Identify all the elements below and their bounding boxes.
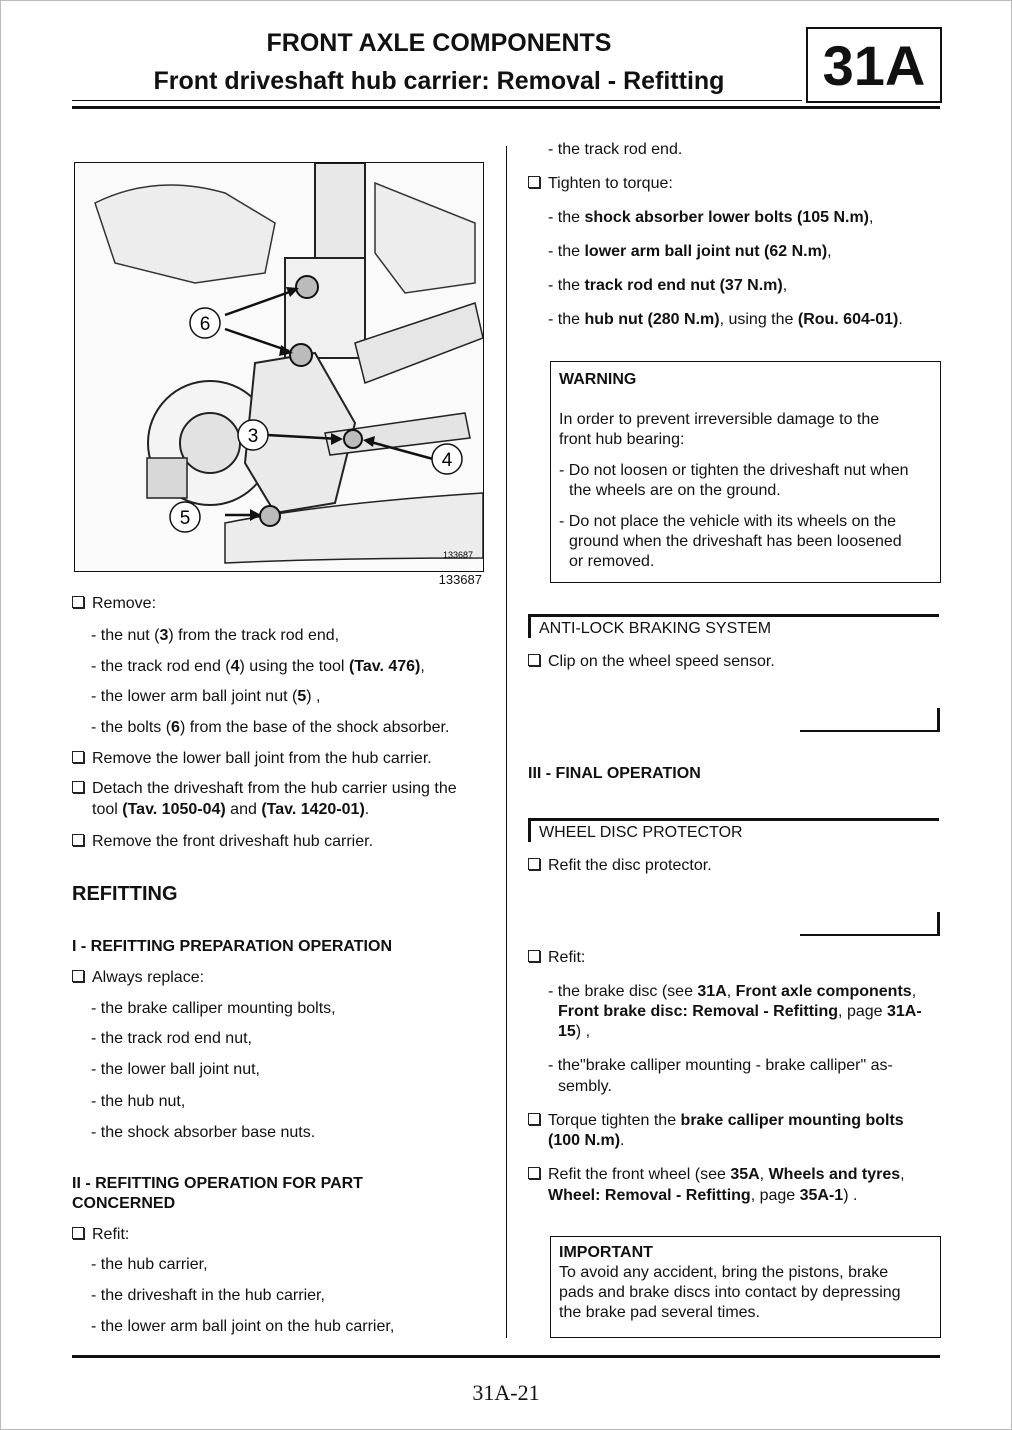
- remove-lower-ball-joint-step: Remove the lower ball joint from the hub carrier.: [72, 749, 432, 769]
- refit-step-right: Refit:: [528, 948, 585, 968]
- callout-3: [238, 420, 268, 450]
- checkbox-icon: [72, 781, 84, 793]
- checkbox-icon: [528, 1113, 540, 1125]
- torque-calliper-line2: (100 N.m).: [548, 1132, 625, 1149]
- torque-item-4: - the hub nut (280 N.m), using the (Rou. 604-01).: [548, 311, 903, 328]
- warning-item1-line2: the wheels are on the ground.: [569, 482, 781, 499]
- final-op-heading: III - FINAL OPERATION: [528, 765, 701, 782]
- remove-step: Remove:: [72, 594, 156, 614]
- wdp-section-end: [800, 912, 940, 936]
- always-replace-step: Always replace:: [72, 968, 204, 988]
- important-box: [550, 1236, 941, 1338]
- remove-item-3: - the lower arm ball joint nut (5) ,: [91, 688, 321, 705]
- checkbox-icon: [528, 950, 540, 962]
- checkbox-icon: [528, 654, 540, 666]
- calliper-assembly-line1: - the"brake calliper mounting - brake calliper" as-: [548, 1057, 893, 1074]
- abs-section-heading: ANTI-LOCK BRAKING SYSTEM: [528, 614, 939, 638]
- chapter-title: FRONT AXLE COMPONENTS: [266, 29, 612, 57]
- remove-item-1: - the nut (3) from the track rod end,: [91, 627, 340, 644]
- brake-disc-item-line2: Front brake disc: Removal - Refitting, page 31A-: [558, 1003, 922, 1020]
- refit-track-rod-end: - the track rod end.: [548, 141, 683, 158]
- refit-item-3: - the lower arm ball joint on the hub carrier,: [91, 1318, 395, 1335]
- refit-step: Refit:: [72, 1225, 129, 1245]
- warning-box: [550, 361, 941, 583]
- svg-text:4: 4: [441, 450, 453, 471]
- figure-inner-code: 133687: [442, 550, 473, 560]
- column-divider: [506, 146, 507, 1338]
- figure-caption: 133687: [438, 572, 482, 587]
- section-badge: 31A: [806, 27, 942, 103]
- warning-intro-line1: In order to prevent irreversible damage to the: [559, 411, 880, 428]
- page-number: 31A-21: [472, 1380, 540, 1405]
- replace-item-2: - the track rod end nut,: [91, 1030, 252, 1047]
- abs-step: Clip on the wheel speed sensor.: [528, 652, 775, 672]
- remove-hub-carrier-step: Remove the front driveshaft hub carrier.: [72, 832, 373, 852]
- torque-item-3: - the track rod end nut (37 N.m),: [548, 277, 788, 294]
- procedure-title: Front driveshaft hub carrier: Removal - Refitting: [153, 67, 725, 95]
- warning-item2-line2: ground when the driveshaft has been loosened: [569, 533, 902, 550]
- checkbox-icon: [72, 834, 84, 846]
- torque-item-1: - the shock absorber lower bolts (105 N.m),: [548, 209, 874, 226]
- important-line2: pads and brake discs into contact by depressing: [559, 1284, 901, 1301]
- checkbox-icon: [72, 596, 84, 608]
- refit-wheel-line2: Wheel: Removal - Refitting, page 35A-1) .: [548, 1187, 858, 1204]
- hub-carrier-drawing: [75, 163, 483, 571]
- callout-4: [432, 444, 462, 474]
- footer-rule: [72, 1355, 940, 1358]
- important-line3: the brake pad several times.: [559, 1304, 760, 1321]
- replace-item-4: - the hub nut,: [91, 1093, 186, 1110]
- header-underline: [72, 100, 802, 101]
- refitting-heading: REFITTING: [72, 883, 178, 905]
- wdp-step: Refit the disc protector.: [528, 856, 712, 876]
- refit-wheel-step: Refit the front wheel (see 35A, Wheels and tyres,: [528, 1165, 905, 1185]
- checkbox-icon: [528, 858, 540, 870]
- checkbox-icon: [72, 1227, 84, 1239]
- svg-text:3: 3: [247, 426, 259, 447]
- brake-disc-item-line3: 15) ,: [558, 1023, 591, 1040]
- svg-text:5: 5: [179, 508, 191, 529]
- detach-driveshaft-step-line2: tool (Tav. 1050-04) and (Tav. 1420-01).: [92, 801, 370, 818]
- wdp-section-heading: WHEEL DISC PROTECTOR: [528, 818, 939, 842]
- refit-op-heading-line1: II - REFITTING OPERATION FOR PART: [72, 1175, 363, 1192]
- important-title: IMPORTANT: [559, 1244, 653, 1261]
- checkbox-icon: [528, 176, 540, 188]
- warning-title: WARNING: [559, 371, 637, 388]
- warning-item2-line1: - Do not place the vehicle with its wheels on the: [559, 513, 897, 530]
- warning-intro-line2: front hub bearing:: [559, 431, 685, 448]
- remove-item-4: - the bolts (6) from the base of the shock absorber.: [91, 719, 450, 736]
- calliper-assembly-line2: sembly.: [558, 1078, 612, 1095]
- refit-item-1: - the hub carrier,: [91, 1256, 208, 1273]
- refit-item-2: - the driveshaft in the hub carrier,: [91, 1287, 325, 1304]
- detach-driveshaft-step: Detach the driveshaft from the hub carrier using the: [72, 779, 457, 799]
- torque-item-2: - the lower arm ball joint nut (62 N.m),: [548, 243, 832, 260]
- replace-item-3: - the lower ball joint nut,: [91, 1061, 260, 1078]
- checkbox-icon: [528, 1167, 540, 1179]
- warning-item1-line1: - Do not loosen or tighten the driveshaft nut when: [559, 462, 909, 479]
- callout-6: [190, 308, 220, 338]
- replace-item-1: - the brake calliper mounting bolts,: [91, 1000, 336, 1017]
- checkbox-icon: [72, 751, 84, 763]
- brake-disc-item-line1: - the brake disc (see 31A, Front axle components,: [548, 983, 917, 1000]
- torque-calliper-step: Torque tighten the brake calliper mounting bolts: [528, 1111, 904, 1131]
- refit-op-heading-line2: CONCERNED: [72, 1195, 176, 1212]
- abs-section-end: [800, 708, 940, 732]
- svg-text:6: 6: [199, 314, 211, 335]
- remove-item-2: - the track rod end (4) using the tool (Tav. 476),: [91, 658, 425, 675]
- warning-item2-line3: or removed.: [569, 553, 655, 570]
- replace-item-5: - the shock absorber base nuts.: [91, 1124, 316, 1141]
- tighten-step: Tighten to torque:: [528, 174, 673, 194]
- important-line1: To avoid any accident, bring the pistons, brake: [559, 1264, 889, 1281]
- header-rule: [72, 106, 940, 109]
- hub-carrier-illustration: [74, 162, 484, 572]
- checkbox-icon: [72, 970, 84, 982]
- prep-heading: I - REFITTING PREPARATION OPERATION: [72, 938, 392, 955]
- callout-5: [170, 502, 200, 532]
